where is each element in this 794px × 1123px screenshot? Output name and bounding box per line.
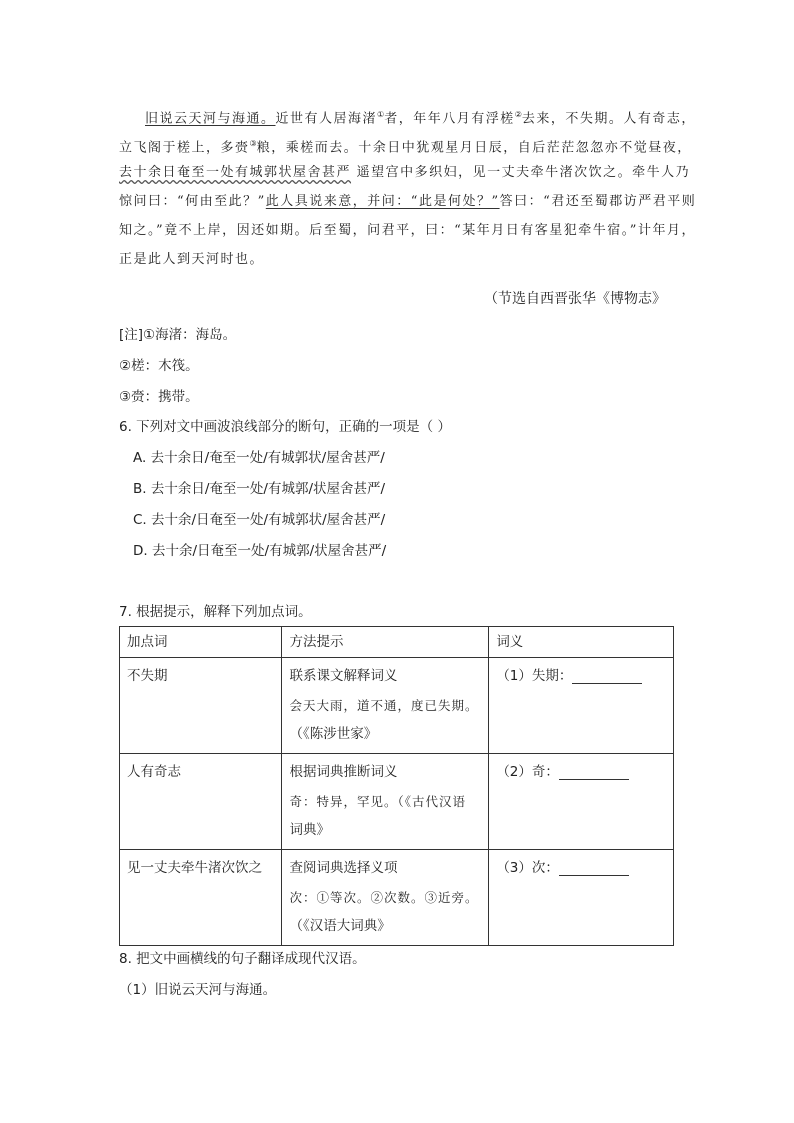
answer-blank[interactable] <box>559 861 629 876</box>
vocab-table <box>119 626 674 946</box>
option-d[interactable]: D. 去十余/日奄至一处/有城郭/状屋舍甚严/ <box>133 543 387 559</box>
wavy-underlined-phrase: 去十余日奄至一处有城郭状屋舍甚严 <box>119 165 352 180</box>
passage-text: 惊问曰：“何由至此？” <box>119 194 266 209</box>
cell-word: 不失期 <box>120 658 282 754</box>
passage-line-3 <box>119 158 691 187</box>
option-a[interactable]: A. 去十余日/奄至一处/有城郭状/屋舍甚严/ <box>133 450 385 466</box>
footnotes <box>119 320 236 413</box>
table-row <box>120 658 674 754</box>
footnote-marker-1: ① <box>377 110 385 119</box>
table-row <box>120 754 674 850</box>
cell-answer <box>489 754 674 850</box>
question-8-sub-1: （1）旧说云天河与海通。 <box>119 982 277 998</box>
method-reference: 词典》 <box>289 822 330 838</box>
passage-text: 去来，不失期。人有奇志， <box>521 111 696 127</box>
passage-text: 遥望宫中多织妇，见一丈夫牵牛渚次饮之。牵牛人乃 <box>351 165 691 180</box>
footnote-marker-2: ② <box>514 110 522 119</box>
passage-text: 粮，乘槎而去。十余日中犹观星月日辰，自后茫茫忽忽亦不觉昼夜， <box>256 140 692 156</box>
passage-text: 立飞阁于槎上，多赍 <box>119 140 250 156</box>
cell-answer <box>489 850 674 946</box>
method-reference: （《汉语大词典》 <box>289 918 391 934</box>
method-label: 根据词典推断词义 <box>289 764 398 780</box>
passage-text: 答曰：“君还至蜀郡访严君平则 <box>499 194 697 209</box>
cell-word: 见一丈夫牵牛渚次饮之 <box>120 850 282 946</box>
footnote-marker-3: ③ <box>249 139 257 148</box>
method-label: 查阅词典选择义项 <box>289 860 398 876</box>
answer-blank[interactable] <box>559 765 629 780</box>
footnote-3: ③赍：携带。 <box>119 389 199 405</box>
footnote-2: ②槎：木筏。 <box>119 358 199 374</box>
header-method: 方法提示 <box>282 627 489 658</box>
header-meaning: 词义 <box>489 627 674 658</box>
question-6 <box>119 412 451 567</box>
answer-label: （1）失期： <box>496 668 573 684</box>
underlined-sentence-1: 旧说云天河与海通。 <box>145 111 276 127</box>
cell-method <box>282 850 489 946</box>
question-7-stem: 7. 根据提示，解释下列加点词。 <box>119 604 312 620</box>
method-label: 联系课文解释词义 <box>289 668 398 684</box>
question-8 <box>119 944 366 1006</box>
source-citation: （节选自西晋张华《博物志》 <box>484 291 666 307</box>
passage-line-2 <box>119 129 692 158</box>
option-b[interactable]: B. 去十余日/奄至一处/有城郭/状屋舍甚严/ <box>133 481 386 497</box>
passage-text: 者，年年八月有浮槎 <box>384 111 515 127</box>
question-7 <box>119 600 312 624</box>
cell-answer <box>489 658 674 754</box>
passage-line-5: 知之。”竟不上岸，因还如期。后至蜀，问君平，曰：“某年月日有客星犯牵牛宿。”计年月， <box>119 223 696 238</box>
answer-blank[interactable] <box>572 669 642 684</box>
option-c[interactable]: C. 去十余/日奄至一处/有城郭状/屋舍甚严/ <box>133 512 386 528</box>
question-8-stem: 8. 把文中画横线的句子翻译成现代汉语。 <box>119 951 366 967</box>
method-reference: （《陈涉世家》 <box>289 726 378 742</box>
answer-label: （3）次： <box>496 860 559 876</box>
header-word: 加点词 <box>120 627 282 658</box>
answer-label: （2）奇： <box>496 764 559 780</box>
method-detail: 次：①等次。②次数。③近旁。 <box>289 890 479 905</box>
passage-line-6: 正是此人到天河时也。 <box>119 252 265 267</box>
question-6-stem: 6. 下列对文中画波浪线部分的断句，正确的一项是（ ） <box>119 419 451 435</box>
method-detail: 奇：特异，罕见。（《古代汉语 <box>289 794 466 809</box>
table-header-row <box>120 627 674 658</box>
classical-passage <box>119 100 697 274</box>
cell-method <box>282 658 489 754</box>
footnote-1: [注]①海渚：海岛。 <box>119 327 237 343</box>
passage-line-4 <box>119 187 697 216</box>
passage-text: 近世有人居海渚 <box>275 111 378 127</box>
cell-method <box>282 754 489 850</box>
underlined-sentence-2: 此人具说来意，并问：“此是何处？” <box>265 194 500 209</box>
passage-line-1 <box>119 100 696 129</box>
table-row <box>120 850 674 946</box>
method-detail: 会天大雨，道不通，度已失期。 <box>289 698 479 713</box>
cell-word: 人有奇志 <box>120 754 282 850</box>
